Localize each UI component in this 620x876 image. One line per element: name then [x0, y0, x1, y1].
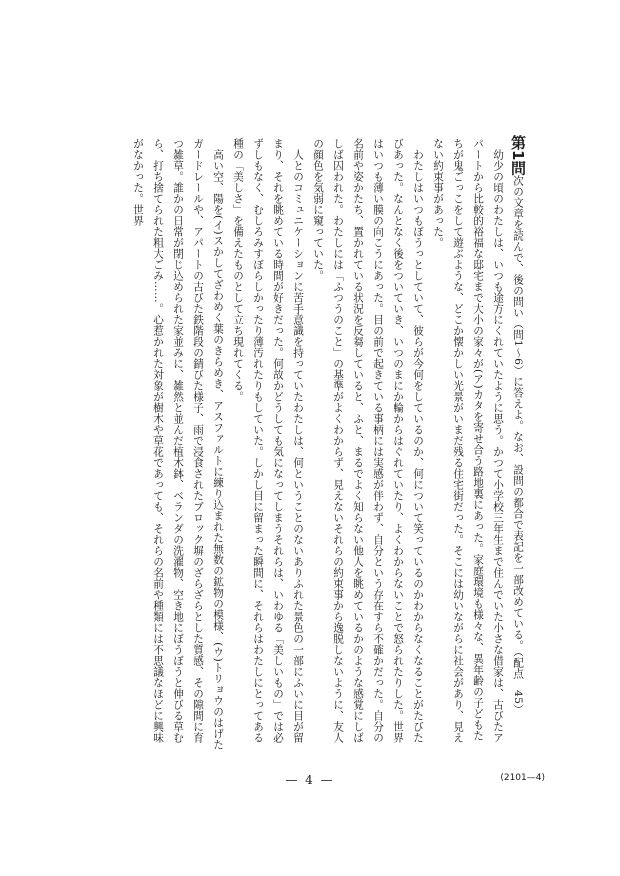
question-heading [510, 135, 526, 747]
passage-paragraph: わたしはいつもぼうっとしていて、彼らが今何をしているのか、何について笑っているのかわからなくなることがたびたびあった。なんとなく後をついていき、いつのまにか輪からはぐれていたり、よくわからないことで怒られたりした。世界はいつも薄い膜の向こうにあった。目の前で起きている事柄には実感が伴わず、自分という存在すら不確かだった。自分の名前や姿かたち、置かれている状況を反芻していると、ふと、まるでよく知らない他人を眺めているかのような感覚にしばしば囚われた。わたしには「ふつうのこと」の基準がよくわからず、見えないそれらの約束事から逸脱しないように、友人の顔色を気弱に窺っていた。 [312, 138, 424, 743]
page-number: — 4 — [285, 773, 335, 787]
exam-code: (2101—4) [500, 773, 545, 783]
passage-paragraph: 人とのコミュニケーションに苦手意識を持っていたわたしは、何ということのないありふれた景色の一部にふいに目が留まり、それを眺めている時間が好きだった。何故かどうしても気になってしまうそれらは、いわゆる「美しいもの」では必ずしもなく、むしろみすぼらしかったり薄汚れたりもしていた。しかし目に留まった瞬間に、それらはわたしにとってある種の「美しさ」を備えたものとして立ち現れてくる。 [232, 138, 304, 743]
passage-text [108, 138, 508, 750]
question-title: 第1問 [509, 135, 527, 176]
question-instruction: 次の文章を読んで、後の問い（問1〜6）に答えよ。なお、設問の都合で表記を一部改めている。（配点 45） [512, 175, 524, 716]
passage-paragraph: 幼少の頃のわたしは、いつも途方にくれていたように思う。かつて小学校三年生まで住んでいた小さな借家は、古びたアパートから比較的裕福な邸宅まで大小の家々が(ア)カタを寄せ合う路地裏にあった。家庭環境も様々な、異年齢の子どもたちが鬼ごっこをして遊ぶような、どこか懐かしい光景がいまだ残る住宅街だった。そこには幼いながらに社会があり、見えない約束事があった。 [432, 138, 504, 743]
passage-paragraph: 高い空、陽を(イ)スかしてざわめく葉のきらめき、アスファルトに練り込まれた無数の鉱物の模様、(ウ)トリョウのはげたガードレールや、アパートの古びた鉄階段の錆びた様子、雨で浸食されたブロック塀のざらざらとした質感、その隙間に育つ雑草。誰かの日常が閉じ込められた家並みに、雑然と並んだ植木鉢、ベランダの洗濯物、空き地にぼうぼうと伸びる草むら、打ち捨てられた粗大ごみ……。心惹かれた対象が樹木や草花であっても、それらの名前や種類には不思議なほどに興味がなかった。世界 [132, 138, 224, 750]
